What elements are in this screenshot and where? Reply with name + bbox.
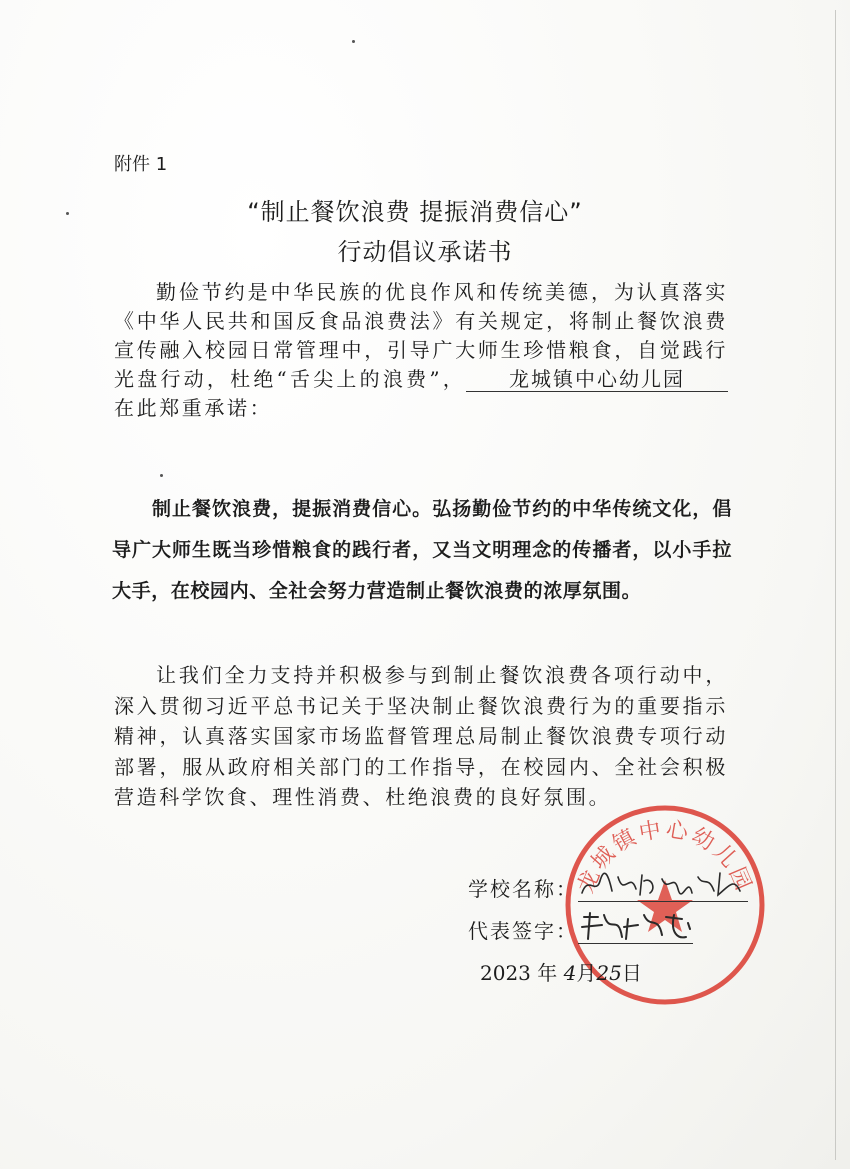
attachment-label: 附件 1 [114, 154, 168, 175]
date-month-unit: 月 [576, 961, 597, 985]
handwritten-representative-signature [578, 909, 693, 943]
date-month: 4 [563, 961, 577, 985]
representative-row [468, 915, 693, 944]
paragraph-intro [114, 278, 728, 423]
date-year-unit: 年 [537, 961, 558, 985]
seal-text: 龙城镇中心幼儿园 [573, 817, 757, 897]
scan-speck [160, 474, 163, 477]
school-name-row [468, 873, 748, 902]
date-row [480, 957, 642, 986]
representative-label: 代表签字： [468, 919, 578, 943]
intro-text: 勤俭节约是中华民族的优良作风和传统美德，为认真落实《中华人民共和国反食品浪费法》有关规定，将制止餐饮浪费宣传融入校园日常管理中，引导广大师生珍惜粮食，自觉践行光盘行动，杜绝“舌尖上的浪费”， [114, 280, 728, 391]
date-year: 2023 [480, 961, 531, 985]
handwritten-school-name-signature [578, 867, 748, 901]
scan-speck [352, 40, 355, 43]
date-day: 25 [596, 961, 622, 985]
document-title-line2: 行动倡议承诺书 [337, 238, 513, 266]
date-day-unit: 日 [621, 961, 642, 985]
paragraph-commitment: 制止餐饮浪费，提振消费信心。弘扬勤俭节约的中华传统文化，倡导广大师生既当珍惜粮食的践行者，又当文明理念的传播者，以小手拉大手，在校园内、全社会努力营造制止餐饮浪费的浓厚氛围。 [112, 498, 732, 602]
paragraph-call-to-action: 让我们全力支持并积极参与到制止餐饮浪费各项行动中，深入贯彻习近平总书记关于坚决制止餐饮浪费行为的重要指示精神，认真落实国家市场监督管理总局制止餐饮浪费专项行动部署，服从政府相关部门的工作指导，在校园内、全社会积极营造科学饮食、理性消费、杜绝浪费的良好氛围。 [114, 663, 728, 809]
school-name-label: 学校名称： [468, 877, 578, 901]
representative-signature-line [578, 915, 693, 944]
intro-text-end: 在此郑重承诺： [114, 396, 273, 420]
school-name-field: 龙城镇中心幼儿园 [466, 367, 728, 392]
school-name-signature-line [578, 873, 748, 902]
scan-edge-line [835, 10, 836, 1160]
document-title-line1: “制止餐饮浪费 提振消费信心” [247, 198, 583, 226]
